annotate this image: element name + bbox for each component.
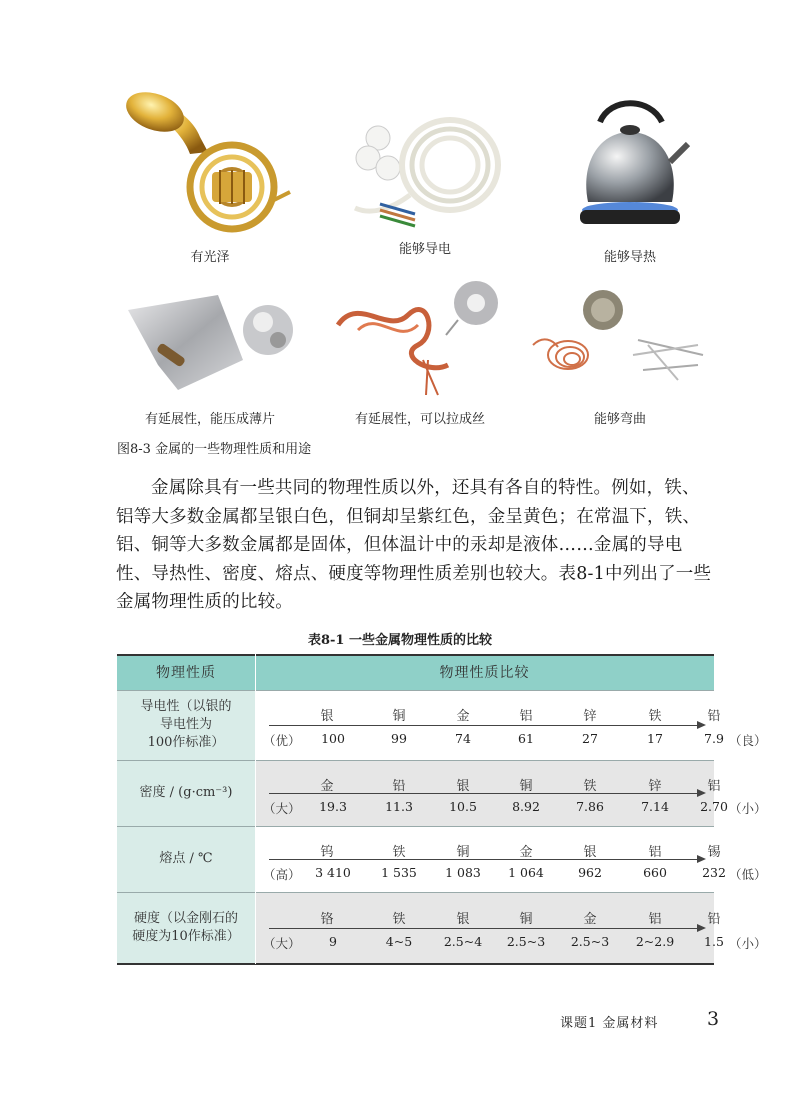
property-value: 19.3 [319, 799, 347, 814]
order-arrow [269, 725, 699, 726]
property-value: 8.92 [512, 799, 540, 814]
property-value: 27 [582, 731, 598, 746]
row-data-hardness [117, 892, 767, 964]
metal-name: 铜 [519, 779, 533, 794]
page-number: 3 [707, 1008, 720, 1030]
property-value: 7.14 [641, 799, 669, 814]
scale-end-label: （低） [729, 867, 767, 882]
scale-start-label: （大） [263, 801, 301, 816]
caption-conduct-heat: 能够导热 [603, 250, 656, 265]
wires-bulbs-photo [340, 100, 510, 240]
arrowhead [697, 789, 706, 797]
copper-wire-photo [328, 275, 518, 400]
property-value: 2.5~3 [570, 934, 610, 949]
row-data-density [117, 760, 767, 826]
order-arrow [269, 928, 699, 929]
property-value: 10.5 [449, 799, 477, 814]
metal-name: 铝 [519, 709, 533, 724]
caption-luster: 有光泽 [190, 250, 230, 265]
metal-name: 铅 [707, 912, 721, 927]
property-value: 2.5~3 [506, 934, 546, 949]
property-value: 74 [455, 731, 471, 746]
foil-sheet-photo [118, 290, 308, 400]
arrowhead [697, 924, 706, 932]
metal-name: 金 [519, 845, 533, 860]
property-value: 11.3 [385, 799, 413, 814]
metal-name: 铜 [392, 709, 406, 724]
table-header [117, 654, 714, 690]
caption-bendable: 能够弯曲 [593, 412, 646, 427]
property-value: 660 [643, 865, 667, 880]
metal-name: 铁 [583, 779, 597, 794]
row-data-melting-point [117, 826, 767, 892]
row-data-conductivity [117, 690, 767, 760]
wire-and-pins-photo [528, 285, 708, 400]
row-label-density: 密度 / (g·cm⁻³) [139, 785, 233, 800]
metal-name: 钨 [320, 845, 334, 860]
metal-name: 铁 [392, 845, 406, 860]
metal-name: 铅 [392, 779, 406, 794]
property-value: 1 083 [445, 865, 481, 880]
metal-name: 银 [456, 779, 470, 794]
metal-name: 铁 [392, 912, 406, 927]
property-value: 7.86 [576, 799, 604, 814]
property-value: 2.70 [700, 799, 728, 814]
property-value: 1 064 [508, 865, 544, 880]
scale-start-label: （高） [263, 867, 301, 882]
metal-name: 铜 [519, 912, 533, 927]
metal-properties-table [117, 654, 767, 964]
french-horn-photo [120, 92, 300, 242]
metal-name: 锌 [648, 779, 662, 794]
kettle-photo [570, 92, 690, 237]
metal-name: 银 [320, 709, 334, 724]
metal-name: 铜 [456, 845, 470, 860]
arrowhead [697, 855, 706, 863]
metal-name: 铝 [648, 845, 662, 860]
property-value: 9 [329, 934, 337, 949]
order-arrow [269, 859, 699, 860]
property-value: 962 [578, 865, 602, 880]
metal-name: 银 [583, 845, 597, 860]
property-value: 100 [321, 731, 345, 746]
metal-name: 铝 [648, 912, 662, 927]
row-label-hardness: 硬度（以金刚石的 硬度为10作标准） [132, 911, 240, 944]
property-value: 3 410 [315, 865, 351, 880]
property-value: 99 [391, 731, 407, 746]
order-arrow [269, 793, 699, 794]
scale-end-label: （小） [729, 936, 767, 951]
caption-ductile-wire: 有延展性，可以拉成丝 [354, 412, 485, 427]
metal-name: 金 [583, 912, 597, 927]
metal-name: 铁 [648, 709, 662, 724]
caption-malleable-sheet: 有延展性，能压成薄片 [144, 412, 275, 427]
metal-name: 锡 [707, 845, 721, 860]
property-value: 17 [647, 731, 663, 746]
arrowhead [697, 721, 706, 729]
row-label-conductivity: 导电性（以银的 导电性为 100作标准） [140, 699, 232, 750]
property-value: 2~2.9 [635, 934, 675, 949]
metal-name: 铅 [707, 709, 721, 724]
scale-end-label: （小） [729, 801, 767, 816]
property-value: 61 [518, 731, 534, 746]
property-value: 1 535 [381, 865, 417, 880]
figure-label: 图8-3 金属的一些物理性质和用途 [117, 442, 312, 457]
scale-start-label: （优） [263, 733, 301, 748]
table-title: 表8-1 一些金属物理性质的比较 [307, 633, 492, 648]
body-paragraph: 金属除具有一些共同的物理性质以外，还具有各自的特性。例如，铁、铝等大多数金属都呈银白色，但铜却呈紫红色，金呈黄色；在常温下，铁、铝、铜等大多数金属都是固体，但体温计中的汞却是液体……金属的导电性、导热性、密度、熔点、硬度等物理性质差别也较大。表8-1中列出了一些金属物理性质的比较。 [116, 478, 712, 613]
header-comparison: 物理性质比较 [439, 665, 530, 681]
metal-name: 铝 [707, 779, 721, 794]
metal-name: 金 [320, 779, 334, 794]
metal-name: 银 [456, 912, 470, 927]
metal-name: 锌 [583, 709, 597, 724]
scale-start-label: （大） [263, 936, 301, 951]
property-value: 232 [702, 865, 726, 880]
property-value: 7.9 [704, 731, 724, 746]
metal-name: 金 [456, 709, 470, 724]
property-value: 1.5 [704, 934, 724, 949]
footer-section: 课题1 金属材料 [560, 1016, 659, 1031]
metal-name: 铬 [320, 912, 334, 927]
property-value: 4~5 [385, 934, 413, 949]
header-property: 物理性质 [156, 665, 216, 681]
caption-conduct-electricity: 能够导电 [398, 242, 451, 257]
row-label-melting-point: 熔点 / ℃ [159, 851, 213, 866]
property-value: 2.5~4 [443, 934, 483, 949]
scale-end-label: （良） [729, 733, 767, 748]
